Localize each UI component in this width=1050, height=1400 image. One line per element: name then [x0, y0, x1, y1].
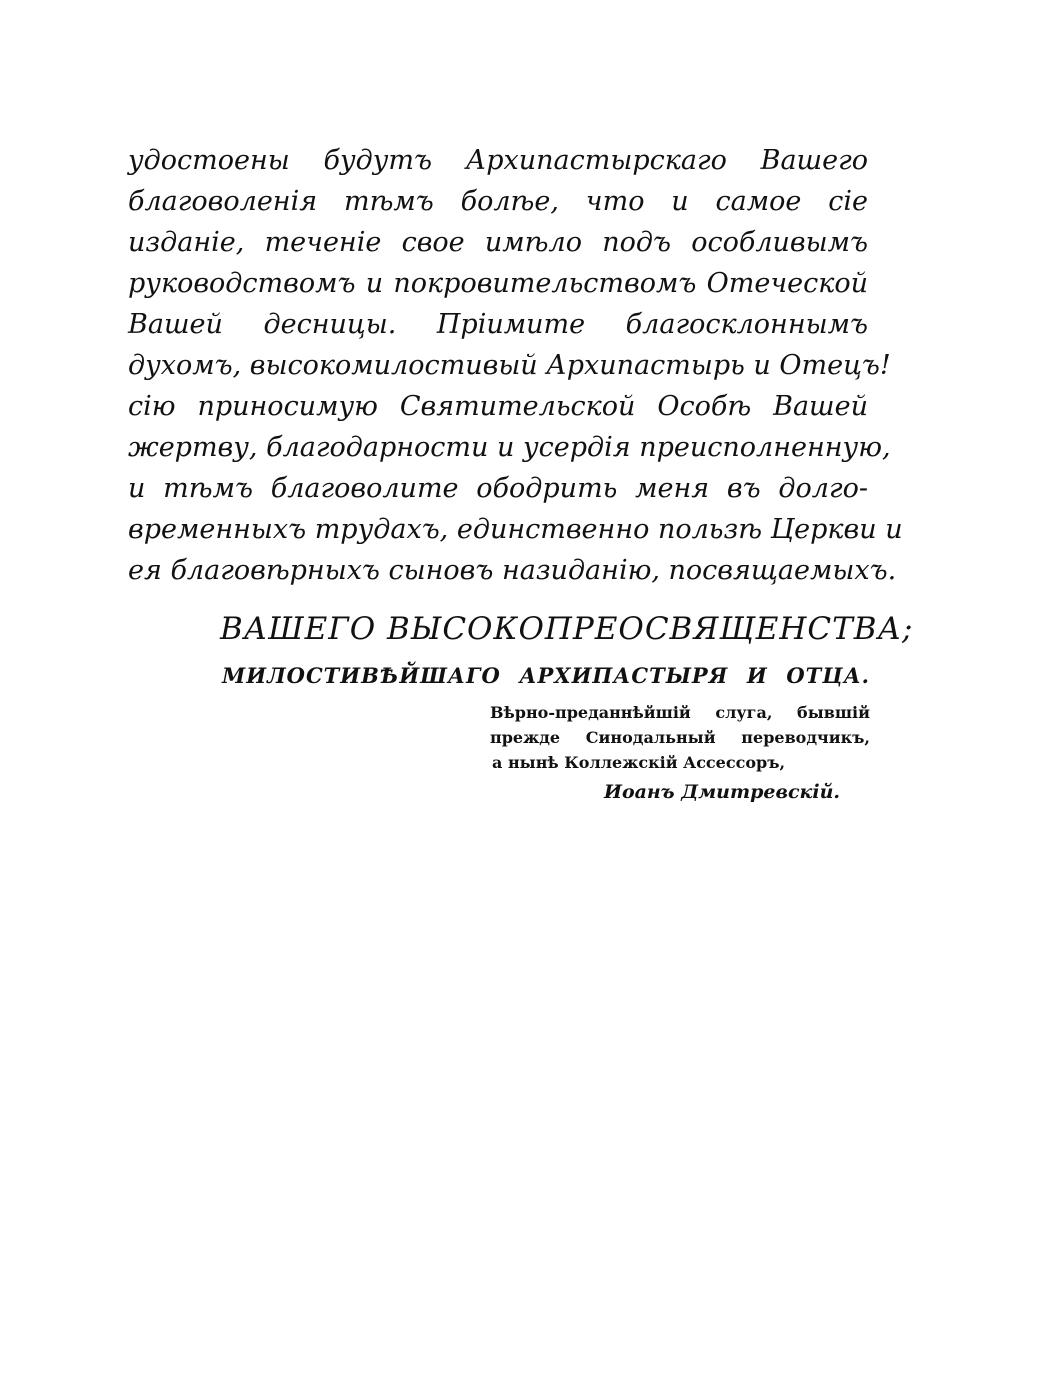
body-line-7: сію приносимую Святительской Особѣ Вашей [128, 391, 868, 422]
body-line-6: духомъ, высокомилостивый Архипастырь и Отецъ! [128, 350, 891, 381]
body-line-11: ея благовѣрныхъ сыновъ назиданію, посвящаемыхъ. [128, 555, 897, 586]
signature-line-2: прежде Синодальный переводчикъ, [490, 728, 870, 747]
signature-line-3: а нынѣ Коллежскій Ассессоръ, [492, 753, 786, 772]
body-line-4: руководствомъ и покровительствомъ Отеческой [128, 268, 868, 299]
dedication-body [128, 140, 903, 591]
signature-line-1: Вѣрно-преданнѣйшій слуга, бывшій [490, 703, 870, 722]
signature-block [490, 700, 870, 807]
body-line-3: изданіе, теченіе свое имѣло подъ особливымъ [128, 227, 868, 258]
body-line-9: и тѣмъ благоволите ободрить меня въ долго- [128, 473, 868, 504]
closing-salutation: ВАШЕГО ВЫСОКОПРЕОСВЯЩЕНСТВА; [220, 611, 914, 647]
signature-name: Иоанъ Дмитревскій. [604, 781, 841, 803]
body-line-5: Вашей десницы. Пріимите благосклоннымъ [128, 309, 868, 340]
body-line-8: жертву, благодарности и усердія преисполненную, [128, 432, 891, 463]
body-line-2: благоволенія тѣмъ болѣе, что и самое сіе [128, 186, 868, 217]
body-line-10: временныхъ трудахъ, единственно пользѣ Церкви и [128, 514, 903, 545]
closing-salutation-sub: МИЛОСТИВѢЙШАГО АРХИПАСТЫРЯ И ОТЦА. [222, 663, 870, 688]
body-line-1: удостоены будутъ Архипастырскаго Вашего [128, 145, 868, 176]
